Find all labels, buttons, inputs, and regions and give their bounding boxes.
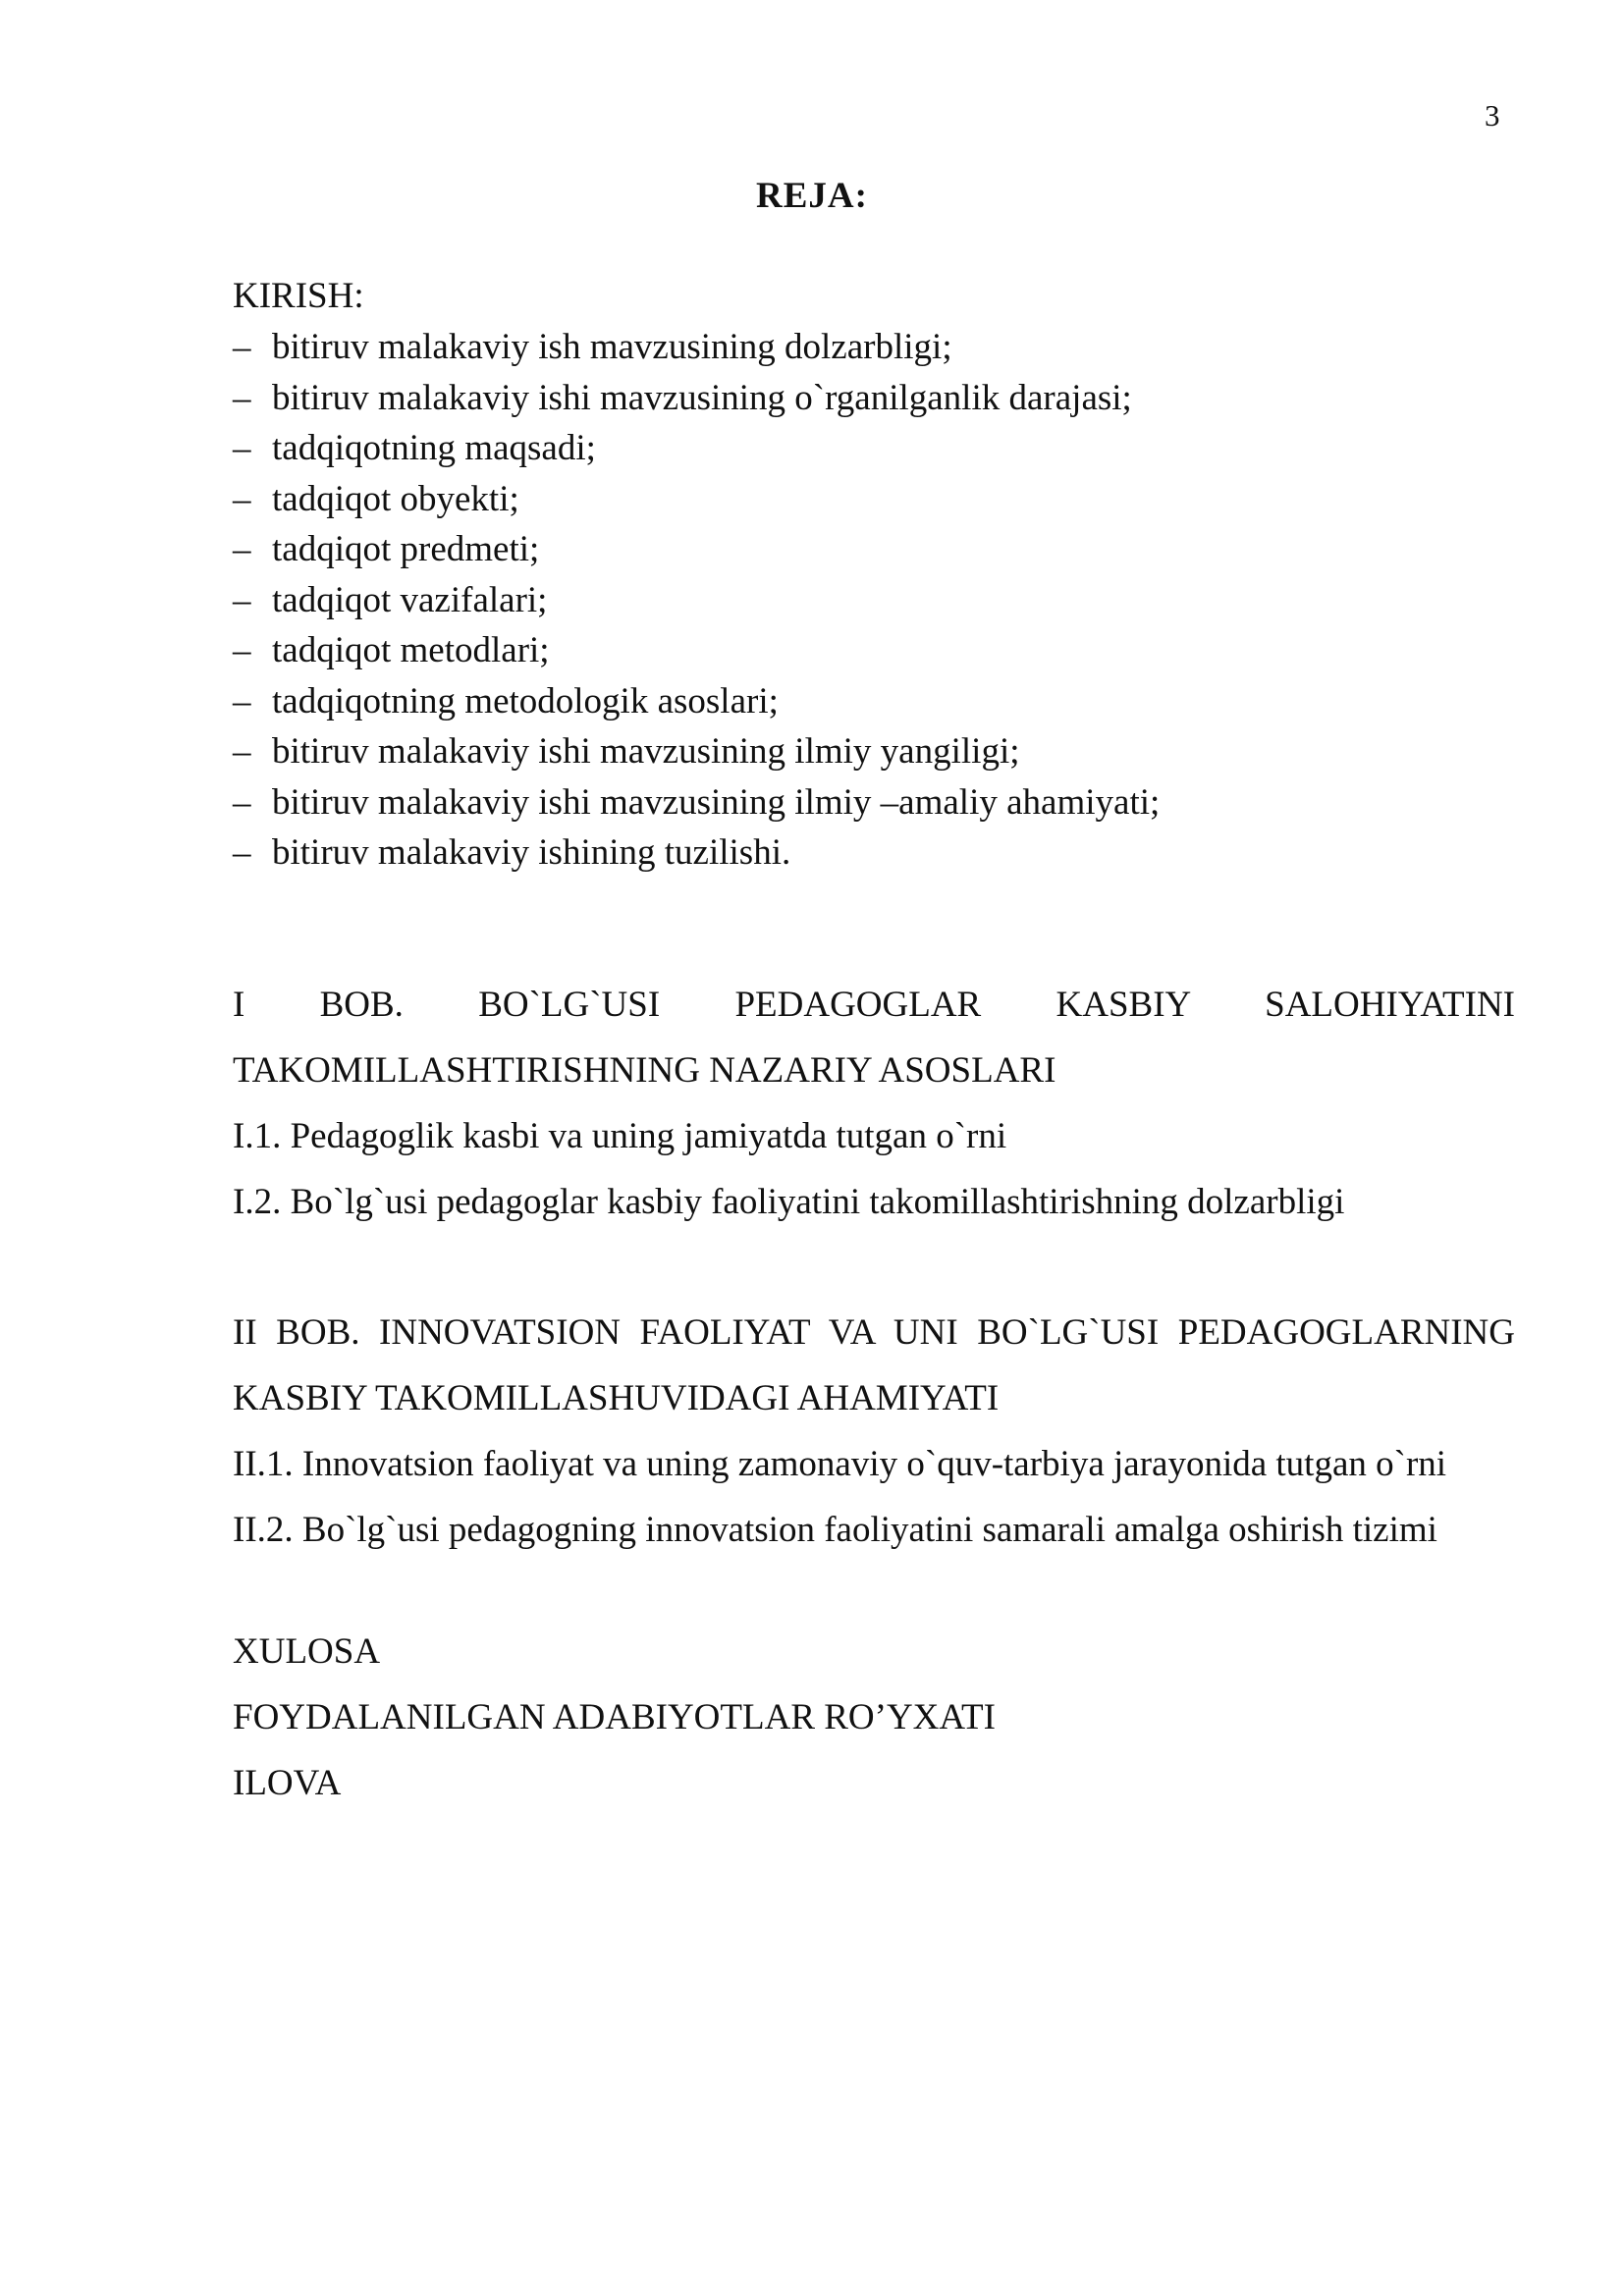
appendix-heading: ILOVA xyxy=(233,1762,342,1803)
dash-bullet: – xyxy=(233,680,251,721)
chapter-2 xyxy=(233,1300,1515,1563)
intro-item-text: bitiruv malakaviy ishi mavzusining ilmiy –amaliy ahamiyati; xyxy=(272,781,1161,823)
intro-item-text: tadqiqot vazifalari; xyxy=(272,579,548,620)
intro-item xyxy=(233,777,1515,828)
intro-item xyxy=(233,828,1515,879)
intro-item xyxy=(233,373,1515,424)
dash-bullet: – xyxy=(233,579,251,620)
endings xyxy=(233,1619,1515,1816)
intro-item-text: bitiruv malakaviy ishi mavzusining ilmiy yangiligi; xyxy=(272,731,1020,772)
dash-bullet: – xyxy=(233,529,251,569)
references-heading: FOYDALANILGAN ADABIYOTLAR RO’YXATI xyxy=(233,1696,996,1737)
intro-item xyxy=(233,423,1515,474)
intro-item-text: tadqiqotning maqsadi; xyxy=(272,428,596,468)
intro-item xyxy=(233,726,1515,777)
intro-item xyxy=(233,575,1515,626)
plan-title: REJA: xyxy=(756,176,868,216)
intro-item xyxy=(233,322,1515,373)
section-item: II.1. Innovatsion faoliyat va uning zamonaviy o`quv-tarbiya jarayonida tutgan o`rni xyxy=(233,1443,1447,1484)
document-body xyxy=(233,271,1515,1816)
dash-bullet: – xyxy=(233,327,251,367)
page-number: 3 xyxy=(1485,98,1500,133)
dash-bullet: – xyxy=(233,377,251,418)
intro-item xyxy=(233,524,1515,575)
intro-item-text: tadqiqot metodlari; xyxy=(272,630,550,670)
dash-bullet: – xyxy=(233,630,251,670)
dash-bullet: – xyxy=(233,832,251,873)
intro-item-text: tadqiqotning metodologik asoslari; xyxy=(272,680,779,721)
intro-item-text: bitiruv malakaviy ishining tuzilishi. xyxy=(272,832,791,873)
chapter-1 xyxy=(233,972,1515,1235)
intro-item-text: tadqiqot predmeti; xyxy=(272,529,540,569)
chapter-title: II BOB. INNOVATSION FAOLIYAT VA UNI BO`LG`USI PEDAGOGLARNING KASBIY TAKOMILLASHUVIDAGI AHAMIYATI xyxy=(233,1311,1515,1418)
section-item: I.1. Pedagoglik kasbi va uning jamiyatda tutgan o`rni xyxy=(233,1115,1007,1156)
chapter-title: I BOB. BO`LG`USI PEDAGOGLAR KASBIY SALOHIYATINI TAKOMILLASHTIRISHNING NAZARIY ASOSLARI xyxy=(233,984,1515,1091)
intro-item-text: bitiruv malakaviy ishi mavzusining o`rganilganlik darajasi; xyxy=(272,377,1132,418)
dash-bullet: – xyxy=(233,428,251,468)
intro-heading: KIRISH: xyxy=(233,276,364,316)
intro-list xyxy=(233,322,1515,879)
dash-bullet: – xyxy=(233,781,251,823)
intro-item xyxy=(233,625,1515,676)
intro-item xyxy=(233,676,1515,727)
dash-bullet: – xyxy=(233,731,251,772)
intro-item-text: bitiruv malakaviy ish mavzusining dolzarbligi; xyxy=(272,327,952,367)
intro-item xyxy=(233,474,1515,525)
dash-bullet: – xyxy=(233,478,251,519)
section-item: I.2. Bo`lg`usi pedagoglar kasbiy faoliyatini takomillashtirishning dolzarbligi xyxy=(233,1181,1345,1222)
intro-item-text: tadqiqot obyekti; xyxy=(272,478,519,519)
section-item: II.2. Bo`lg`usi pedagogning innovatsion faoliyatini samarali amalga oshirish tizimi xyxy=(233,1509,1437,1550)
conclusion-heading: XULOSA xyxy=(233,1630,381,1672)
